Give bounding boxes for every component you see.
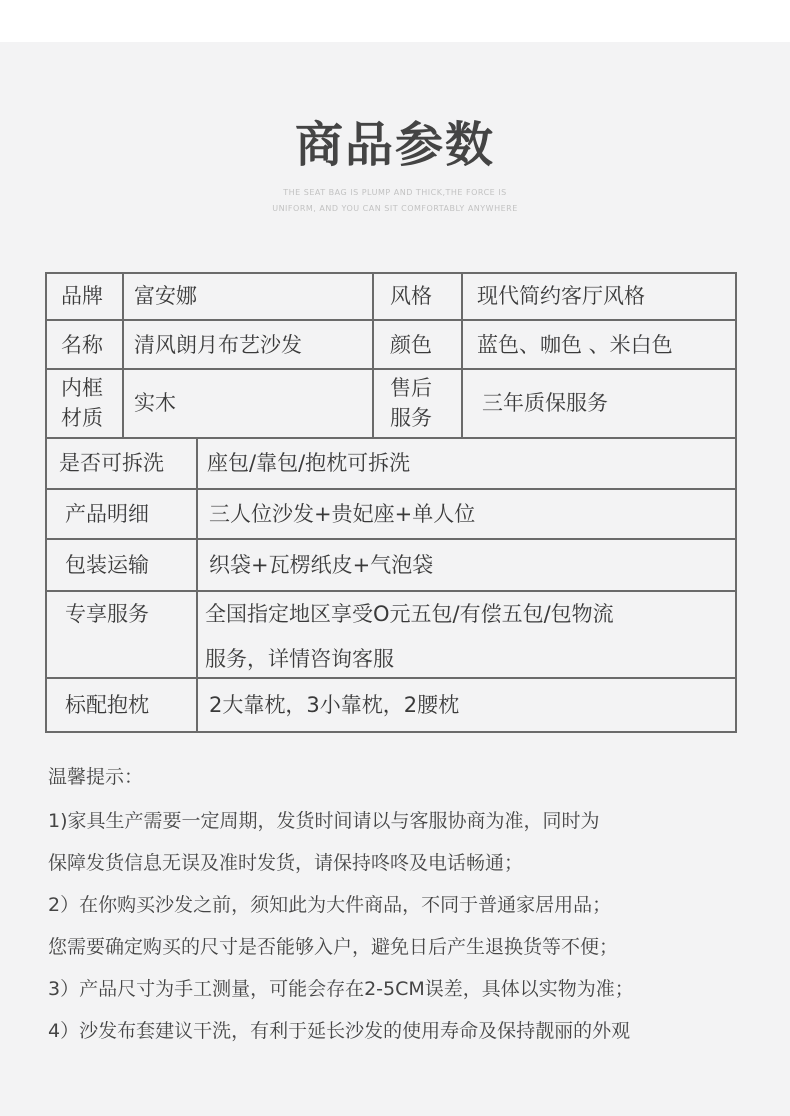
packing-value: 织袋+瓦楞纸皮+气泡袋 xyxy=(209,553,434,577)
pillow-value: 2大靠枕，3小靠枕，2腰枕 xyxy=(209,693,460,717)
color-value: 蓝色、咖色 、米白色 xyxy=(477,333,673,357)
tips-line: 2）在你购买沙发之前，须知此为大件商品，不同于普通家居用品； xyxy=(48,894,612,916)
table-divider xyxy=(461,272,463,439)
detail-value: 三人位沙发+贵妃座+单人位 xyxy=(209,502,476,526)
table-border-left xyxy=(45,272,47,733)
name-label: 名称 xyxy=(61,333,103,357)
page-title: 商品参数 xyxy=(294,117,495,173)
table-rule xyxy=(45,538,737,540)
aftersale-label-line-2: 服务 xyxy=(390,406,432,430)
style-value: 现代简约客厅风格 xyxy=(477,284,645,308)
subtitle-line-2: UNIFORM, AND YOU CAN SIT COMFORTABLY ANYWHERE xyxy=(272,204,518,213)
brand-value: 富安娜 xyxy=(134,284,197,308)
washable-value: 座包/靠包/抱枕可拆洗 xyxy=(207,451,411,475)
frame-label-line-2: 材质 xyxy=(61,406,103,430)
tips-line: 3）产品尺寸为手工测量，可能会存在2-5CM误差，具体以实物为准； xyxy=(48,978,634,1000)
table-divider xyxy=(196,437,198,733)
table-rule xyxy=(45,677,737,679)
table-border-top xyxy=(45,272,737,274)
service-value-line-1: 全国指定地区享受O元五包/有偿五包/包物流 xyxy=(205,602,614,626)
frame-label-line-1: 内框 xyxy=(61,376,103,400)
pillow-label: 标配抱枕 xyxy=(65,693,149,717)
table-divider xyxy=(122,272,124,439)
detail-label: 产品明细 xyxy=(65,502,149,526)
service-label: 专享服务 xyxy=(65,602,149,626)
color-label: 颜色 xyxy=(390,333,432,357)
tips-line: 1)家具生产需要一定周期，发货时间请以与客服协商为准，同时为 xyxy=(48,810,600,832)
content-panel xyxy=(0,42,790,1116)
packing-label: 包装运输 xyxy=(65,553,149,577)
table-rule xyxy=(45,437,737,439)
brand-label: 品牌 xyxy=(61,284,103,308)
tips-line: 4）沙发布套建议干洗，有利于延长沙发的使用寿命及保持靓丽的外观 xyxy=(48,1020,631,1042)
table-border-bottom xyxy=(45,731,737,733)
subtitle-line-1: THE SEAT BAG IS PLUMP AND THICK,THE FORCE IS xyxy=(283,188,507,197)
tips-line: 您需要确定购买的尺寸是否能够入户，避免日后产生退换货等不便； xyxy=(48,936,619,958)
washable-label: 是否可拆洗 xyxy=(59,451,164,475)
aftersale-label-line-1: 售后 xyxy=(390,376,432,400)
tips-line: 保障发货信息无误及准时发货，请保持咚咚及电话畅通； xyxy=(48,852,524,874)
table-divider xyxy=(372,272,374,439)
style-label: 风格 xyxy=(390,284,432,308)
params-table xyxy=(45,272,737,733)
table-rule xyxy=(45,590,737,592)
table-border-right xyxy=(735,272,737,733)
tips-heading: 温馨提示： xyxy=(48,766,144,788)
service-value-line-2: 服务，详情咨询客服 xyxy=(205,647,394,671)
table-rule xyxy=(45,319,737,321)
name-value: 清风朗月布艺沙发 xyxy=(134,333,302,357)
frame-value: 实木 xyxy=(134,391,176,415)
table-rule xyxy=(45,368,737,370)
table-rule xyxy=(45,488,737,490)
aftersale-value: 三年质保服务 xyxy=(482,391,608,415)
